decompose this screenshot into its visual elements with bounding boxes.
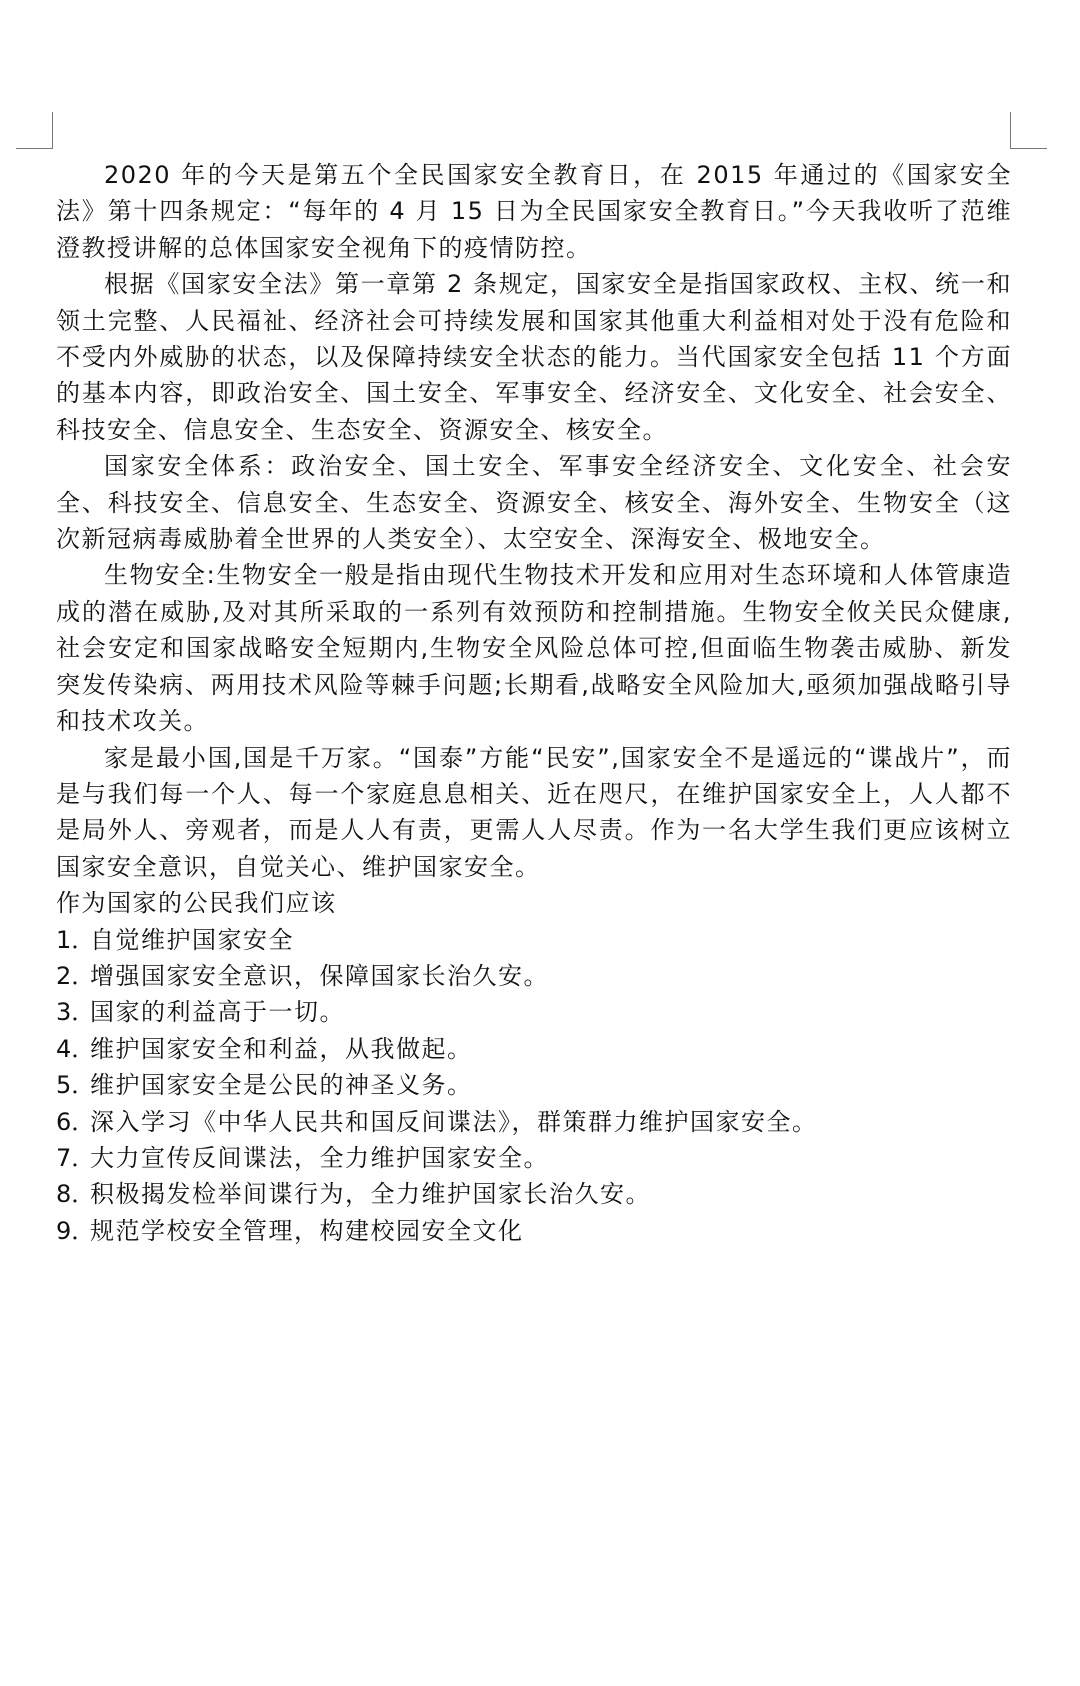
list-item-number: 1． [56, 925, 96, 954]
paragraph-family-country: 家是最小国,国是千万家。“国泰”方能“民安”,国家安全不是遥远的“谍战片”，而是与我们每一个人、每一个家庭息息相关、近在咫尺，在维护国家安全上，人人都不是局外人、旁观者，而是人人有责，更需人人尽责。作为一名大学生我们更应该树立国家安全意识，自觉关心、维护国家安全。 [56, 743, 1012, 881]
list-item [56, 1031, 1012, 1067]
list-item [56, 994, 1012, 1030]
list-item-text: 自觉维护国家安全 [90, 925, 294, 954]
list-item [56, 1140, 1012, 1176]
paragraph-biosecurity: 生物安全:生物安全一般是指由现代生物技术开发和应用对生态环境和人体管康造成的潜在威胁,及对其所采取的一系列有效预防和控制措施。生物安全攸关民众健康,社会安定和国家战略安全短期内,生物安全风险总体可控,但面临生物袭击威胁、新发突发传染病、两用技术风险等棘手问题;长期看,战略安全风险加大,亟须加强战略引导和技术攻关。 [56, 561, 1012, 736]
list-item [56, 1176, 1012, 1212]
list-item [56, 1213, 1012, 1249]
list-item-number: 2． [56, 961, 96, 990]
paragraph-security-system: 国家安全体系：政治安全、国土安全、军事安全经济安全、文化安全、社会安全、科技安全、信息安全、生态安全、资源安全、核安全、海外安全、生物安全（这次新冠病毒威胁着全世界的人类安全）、太空安全、深海安全、极地安全。 [56, 452, 1012, 554]
list-intro: 作为国家的公民我们应该 [56, 889, 337, 918]
paragraph-definition: 根据《国家安全法》第一章第 2 条规定，国家安全是指国家政权、主权、统一和领土完整、人民福祉、经济社会可持续发展和国家其他重大利益相对处于没有危险和不受内外威胁的状态，以及保障持续安全状态的能力。当代国家安全包括 11 个方面的基本内容，即政治安全、国土安全、军事安全、经济安全、文化安全、社会安全、科技安全、信息安全、生态安全、资源安全、核安全。 [56, 270, 1012, 444]
page-corner-mark-right [1010, 112, 1047, 149]
list-item [56, 958, 1012, 994]
list-item-number: 6． [56, 1107, 96, 1136]
document-body [56, 157, 1012, 1249]
list-item-number: 4． [56, 1034, 96, 1063]
list-item-text: 规范学校安全管理，构建校园安全文化 [90, 1216, 524, 1245]
list-item-text: 大力宣传反间谍法，全力维护国家安全。 [90, 1143, 549, 1172]
list-item-number: 7． [56, 1143, 96, 1172]
citizen-duties-list [56, 922, 1012, 1250]
list-item-number: 9． [56, 1216, 96, 1245]
list-item-number: 8． [56, 1180, 96, 1209]
list-item [56, 1067, 1012, 1103]
list-item-text: 维护国家安全和利益，从我做起。 [90, 1034, 473, 1063]
list-item-number: 3． [56, 998, 96, 1027]
list-item-text: 积极揭发检举间谍行为，全力维护国家长治久安。 [90, 1180, 651, 1209]
list-item-text: 增强国家安全意识，保障国家长治久安。 [90, 961, 549, 990]
list-item-text: 深入学习《中华人民共和国反间谍法》，群策群力维护国家安全。 [90, 1107, 818, 1136]
list-item-text: 国家的利益高于一切。 [90, 998, 345, 1027]
page-corner-mark-left [16, 112, 53, 149]
list-item [56, 922, 1012, 958]
list-item-text: 维护国家安全是公民的神圣义务。 [90, 1071, 473, 1100]
paragraph-intro: 2020 年的今天是第五个全民国家安全教育日，在 2015 年通过的《国家安全法》第十四条规定：“每年的 4 月 15 日为全民国家安全教育日。”今天我收听了范维澄教授讲解的总体国家安全视角下的疫情防控。 [56, 161, 1012, 262]
list-item-number: 5． [56, 1071, 96, 1100]
list-item [56, 1104, 1012, 1140]
